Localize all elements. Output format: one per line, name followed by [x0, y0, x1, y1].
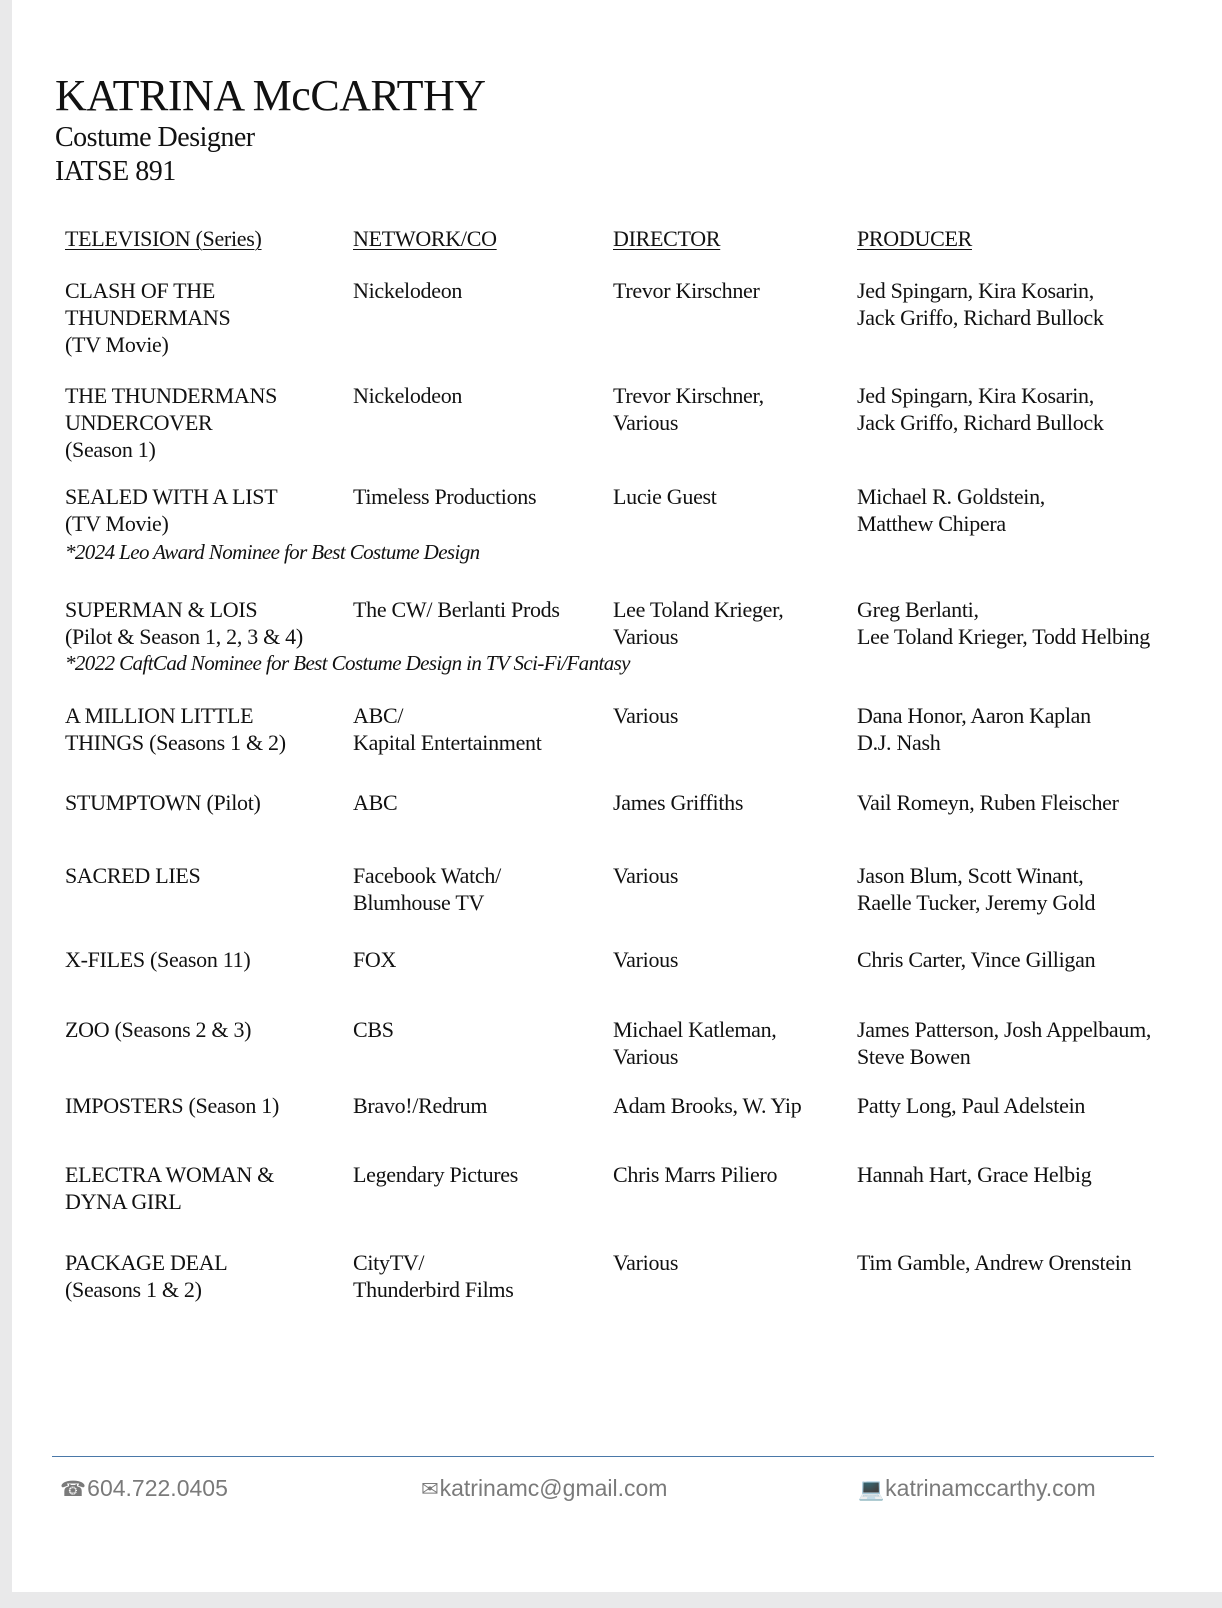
network-company [353, 702, 542, 756]
producer-names-line: Lee Toland Krieger, Todd Helbing [857, 624, 1150, 649]
producer-names-line: James Patterson, Josh Appelbaum, [857, 1017, 1152, 1042]
director-name-line: Lee Toland Krieger, [613, 597, 784, 622]
network-company-line: The CW/ Berlanti Prods [353, 597, 560, 622]
phone-icon: ☎ [60, 1477, 87, 1501]
show-title-line: (TV Movie) [65, 332, 169, 357]
network-company-line: Nickelodeon [353, 383, 463, 408]
producer-names-line: Jed Spingarn, Kira Kosarin, [857, 383, 1094, 408]
producer-names-line: Matthew Chipera [857, 511, 1006, 536]
union-affiliation: IATSE 891 [55, 156, 176, 187]
show-title-line: (Seasons 1 & 2) [65, 1277, 202, 1302]
director-name-line: Various [613, 1250, 679, 1275]
show-title-line: X-FILES (Season 11) [65, 947, 251, 972]
show-title-line: (TV Movie) [65, 511, 169, 536]
contact-phone[interactable] [60, 1475, 228, 1502]
network-company-line: CityTV/ [353, 1250, 425, 1275]
footer-divider [52, 1456, 1154, 1457]
award-note: *2022 CaftCad Nominee for Best Costume Design in TV Sci-Fi/Fantasy [65, 651, 630, 675]
producer-names [857, 702, 1091, 756]
producer-names [857, 483, 1045, 537]
director-name-line: Various [613, 863, 679, 888]
network-company-line: ABC/ [353, 703, 404, 728]
network-company [353, 596, 560, 623]
column-header: DIRECTOR [613, 226, 721, 251]
director-name [613, 1249, 678, 1276]
network-company [353, 1161, 518, 1188]
producer-names-line: Patty Long, Paul Adelstein [857, 1093, 1086, 1118]
director-name [613, 382, 764, 436]
show-title-line: IMPOSTERS (Season 1) [65, 1093, 280, 1118]
show-title-line: SEALED WITH A LIST [65, 484, 278, 509]
show-title-line: PACKAGE DEAL [65, 1250, 228, 1275]
director-name-line: Adam Brooks, W. Yip [613, 1093, 802, 1118]
director-name [613, 702, 678, 729]
show-title [65, 789, 261, 816]
producer-names [857, 1161, 1091, 1188]
show-title-line: ELECTRA WOMAN & [65, 1162, 274, 1187]
director-name-line: Chris Marrs Piliero [613, 1162, 778, 1187]
network-company [353, 862, 501, 916]
director-name-line: Trevor Kirschner [613, 278, 760, 303]
producer-names [857, 1249, 1131, 1276]
network-company-line: Facebook Watch/ [353, 863, 501, 888]
show-title-line: CLASH OF THE [65, 278, 216, 303]
director-name-line: Various [613, 947, 679, 972]
director-name [613, 1092, 801, 1119]
producer-names [857, 1016, 1151, 1070]
producer-names-line: Dana Honor, Aaron Kaplan [857, 703, 1091, 728]
director-name-line: Trevor Kirschner, [613, 383, 764, 408]
director-name [613, 277, 760, 304]
network-company-line: Kapital Entertainment [353, 730, 542, 755]
network-company [353, 277, 462, 304]
resume-subtitle [55, 121, 255, 189]
producer-names-line: Raelle Tucker, Jeremy Gold [857, 890, 1096, 915]
network-company-line: Nickelodeon [353, 278, 463, 303]
show-title-line: THINGS (Seasons 1 & 2) [65, 730, 286, 755]
show-title [65, 382, 277, 463]
show-title [65, 277, 230, 358]
award-note: *2024 Leo Award Nominee for Best Costume Design [65, 540, 480, 564]
contact-email[interactable] [421, 1475, 667, 1502]
network-company [353, 1016, 394, 1043]
director-name-line: James Griffiths [613, 790, 744, 815]
show-title [65, 1016, 251, 1043]
director-name-line: Various [613, 703, 679, 728]
producer-names-line: Greg Berlanti, [857, 597, 979, 622]
email-address: katrinamc@gmail.com [439, 1475, 668, 1501]
resume-page [12, 0, 1222, 1592]
network-company [353, 1249, 514, 1303]
envelope-icon: ✉ [421, 1477, 439, 1501]
show-title [65, 702, 286, 756]
show-title [65, 483, 277, 537]
show-title-line: DYNA GIRL [65, 1189, 182, 1214]
network-company [353, 1092, 487, 1119]
director-name-line: Various [613, 1044, 679, 1069]
laptop-icon: 💻 [858, 1477, 885, 1501]
producer-names [857, 946, 1095, 973]
network-company-line: Timeless Productions [353, 484, 537, 509]
producer-names [857, 382, 1104, 436]
producer-names [857, 277, 1104, 331]
column-header: NETWORK/CO [353, 226, 497, 251]
producer-names-line: Michael R. Goldstein, [857, 484, 1046, 509]
show-title-line: STUMPTOWN (Pilot) [65, 790, 261, 815]
show-title [65, 862, 200, 889]
director-name-line: Lucie Guest [613, 484, 717, 509]
resume-name: KATRINA McCARTHY [55, 71, 486, 120]
producer-names-line: Chris Carter, Vince Gilligan [857, 947, 1096, 972]
director-name-line: Michael Katleman, [613, 1017, 777, 1042]
show-title-line: UNDERCOVER [65, 410, 213, 435]
network-company-line: CBS [353, 1017, 394, 1042]
job-title: Costume Designer [55, 122, 255, 153]
phone-number: 604.722.0405 [87, 1475, 228, 1501]
network-company-line: FOX [353, 947, 397, 972]
producer-names-line: Hannah Hart, Grace Helbig [857, 1162, 1092, 1187]
director-name [613, 483, 717, 510]
show-title [65, 1249, 227, 1303]
director-name-line: Various [613, 410, 679, 435]
show-title [65, 596, 303, 650]
director-name [613, 1016, 777, 1070]
column-header: TELEVISION (Series) [65, 226, 262, 251]
network-company [353, 382, 462, 409]
show-title-line: A MILLION LITTLE [65, 703, 254, 728]
show-title-line: THUNDERMANS [65, 305, 231, 330]
show-title-line: SACRED LIES [65, 863, 201, 888]
network-company-line: Blumhouse TV [353, 890, 485, 915]
network-company-line: Legendary Pictures [353, 1162, 519, 1187]
show-title [65, 1092, 279, 1119]
producer-names [857, 862, 1095, 916]
producer-names [857, 789, 1119, 816]
director-name [613, 862, 678, 889]
website-url: katrinamccarthy.com [885, 1475, 1096, 1501]
show-title [65, 1161, 274, 1215]
network-company [353, 483, 536, 510]
producer-names-line: Vail Romeyn, Ruben Fleischer [857, 790, 1119, 815]
show-title-line: ZOO (Seasons 2 & 3) [65, 1017, 252, 1042]
producer-names [857, 1092, 1085, 1119]
show-title-line: THE THUNDERMANS [65, 383, 278, 408]
contact-website[interactable] [858, 1475, 1096, 1502]
producer-names-line: Jed Spingarn, Kira Kosarin, [857, 278, 1094, 303]
director-name [613, 946, 678, 973]
producer-names-line: Jason Blum, Scott Winant, [857, 863, 1084, 888]
network-company-line: ABC [353, 790, 398, 815]
producer-names-line: Jack Griffo, Richard Bullock [857, 410, 1104, 435]
producer-names-line: D.J. Nash [857, 730, 941, 755]
producer-names-line: Steve Bowen [857, 1044, 971, 1069]
network-company [353, 946, 396, 973]
director-name [613, 789, 743, 816]
show-title-line: (Pilot & Season 1, 2, 3 & 4) [65, 624, 303, 649]
director-name [613, 1161, 777, 1188]
director-name [613, 596, 783, 650]
director-name-line: Various [613, 624, 679, 649]
network-company [353, 789, 397, 816]
producer-names [857, 596, 1150, 650]
show-title [65, 946, 250, 973]
producer-names-line: Jack Griffo, Richard Bullock [857, 305, 1104, 330]
network-company-line: Thunderbird Films [353, 1277, 514, 1302]
column-header: PRODUCER [857, 226, 972, 251]
show-title-line: (Season 1) [65, 437, 156, 462]
producer-names-line: Tim Gamble, Andrew Orenstein [857, 1250, 1132, 1275]
show-title-line: SUPERMAN & LOIS [65, 597, 258, 622]
network-company-line: Bravo!/Redrum [353, 1093, 488, 1118]
